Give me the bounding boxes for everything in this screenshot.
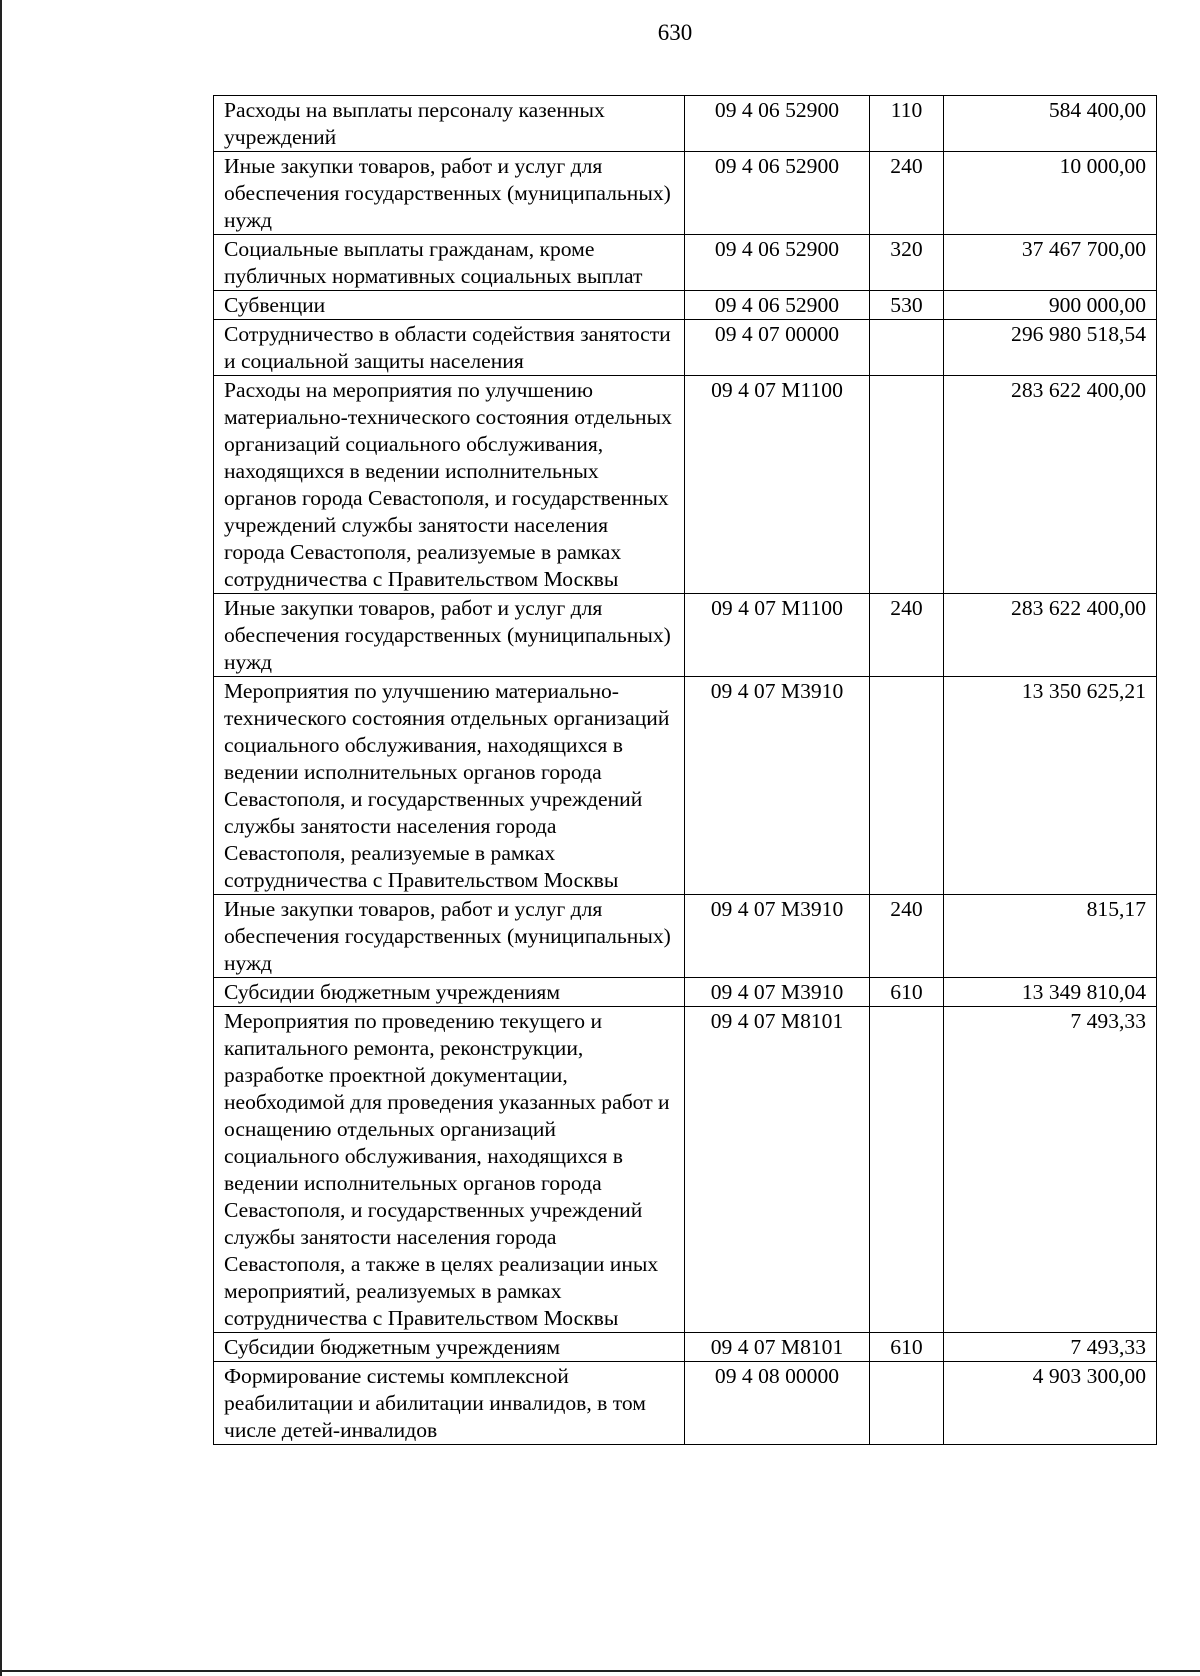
scan-edge-left — [0, 0, 2, 1676]
row-type — [870, 320, 944, 376]
row-sum: 7 493,33 — [944, 1007, 1157, 1333]
table-row — [214, 320, 1157, 376]
row-name: Иные закупки товаров, работ и услуг для обеспечения государственных (муниципальных) нужд — [214, 895, 685, 978]
row-sum: 37 467 700,00 — [944, 235, 1157, 291]
row-sum: 815,17 — [944, 895, 1157, 978]
row-code: 09 4 06 52900 — [685, 235, 870, 291]
table-row — [214, 1362, 1157, 1445]
row-name: Мероприятия по проведению текущего и капитального ремонта, реконструкции, разработке проектной документации, необходимой для проведения указанных работ и оснащению отдельных организаций социального обслуживания, находящихся в ведении исполнительных органов города Севастополя, и государственных учреждений службы занятости населения города Севастополя, а также в целях реализации иных мероприятий, реализуемых в рамках сотрудничества с Правительством Москвы — [214, 1007, 685, 1333]
table-row — [214, 1007, 1157, 1333]
row-name: Субсидии бюджетным учреждениям — [214, 1333, 685, 1362]
row-code: 09 4 07 М1100 — [685, 594, 870, 677]
table-row — [214, 978, 1157, 1007]
row-code: 09 4 06 52900 — [685, 96, 870, 152]
row-code: 09 4 07 М8101 — [685, 1007, 870, 1333]
row-type: 240 — [870, 594, 944, 677]
row-name: Социальные выплаты гражданам, кроме публичных нормативных социальных выплат — [214, 235, 685, 291]
row-sum: 10 000,00 — [944, 152, 1157, 235]
row-name: Субсидии бюджетным учреждениям — [214, 978, 685, 1007]
row-type: 610 — [870, 978, 944, 1007]
row-sum: 13 349 810,04 — [944, 978, 1157, 1007]
row-code: 09 4 08 00000 — [685, 1362, 870, 1445]
row-code: 09 4 07 00000 — [685, 320, 870, 376]
row-name: Расходы на мероприятия по улучшению материально-технического состояния отдельных организаций социального обслуживания, находящихся в ведении исполнительных органов города Севастополя, и государственных учреждений службы занятости населения города Севастополя, реализуемые в рамках сотрудничества с Правительством Москвы — [214, 376, 685, 594]
row-type: 110 — [870, 96, 944, 152]
row-name: Иные закупки товаров, работ и услуг для обеспечения государственных (муниципальных) нужд — [214, 152, 685, 235]
row-sum: 13 350 625,21 — [944, 677, 1157, 895]
row-code: 09 4 07 М3910 — [685, 677, 870, 895]
row-name: Расходы на выплаты персоналу казенных учреждений — [214, 96, 685, 152]
row-name: Мероприятия по улучшению материально-технического состояния отдельных организаций социального обслуживания, находящихся в ведении исполнительных органов города Севастополя, и государственных учреждений службы занятости населения города Севастополя, реализуемые в рамках сотрудничества с Правительством Москвы — [214, 677, 685, 895]
row-name: Сотрудничество в области содействия занятости и социальной защиты населения — [214, 320, 685, 376]
row-type: 530 — [870, 291, 944, 320]
table-row — [214, 152, 1157, 235]
row-name: Формирование системы комплексной реабилитации и абилитации инвалидов, в том числе детей-инвалидов — [214, 1362, 685, 1445]
budget-table — [213, 95, 1157, 1445]
table-row — [214, 376, 1157, 594]
row-code: 09 4 07 М8101 — [685, 1333, 870, 1362]
row-code: 09 4 06 52900 — [685, 152, 870, 235]
table-row — [214, 96, 1157, 152]
page-number: 630 — [657, 20, 693, 45]
table-row — [214, 677, 1157, 895]
row-type — [870, 376, 944, 594]
row-code: 09 4 07 М1100 — [685, 376, 870, 594]
row-type: 240 — [870, 895, 944, 978]
row-sum: 584 400,00 — [944, 96, 1157, 152]
row-code: 09 4 06 52900 — [685, 291, 870, 320]
row-type — [870, 677, 944, 895]
table-row — [214, 291, 1157, 320]
row-code: 09 4 07 М3910 — [685, 895, 870, 978]
scan-edge-bottom — [0, 1670, 1200, 1672]
row-type: 240 — [870, 152, 944, 235]
table-row — [214, 1333, 1157, 1362]
row-sum: 900 000,00 — [944, 291, 1157, 320]
table-row — [214, 235, 1157, 291]
row-sum: 283 622 400,00 — [944, 594, 1157, 677]
row-type: 610 — [870, 1333, 944, 1362]
row-code: 09 4 07 М3910 — [685, 978, 870, 1007]
row-type — [870, 1007, 944, 1333]
row-name: Иные закупки товаров, работ и услуг для обеспечения государственных (муниципальных) нужд — [214, 594, 685, 677]
row-sum: 283 622 400,00 — [944, 376, 1157, 594]
row-sum: 7 493,33 — [944, 1333, 1157, 1362]
table-row — [214, 895, 1157, 978]
row-sum: 4 903 300,00 — [944, 1362, 1157, 1445]
row-name: Субвенции — [214, 291, 685, 320]
row-type: 320 — [870, 235, 944, 291]
row-type — [870, 1362, 944, 1445]
row-sum: 296 980 518,54 — [944, 320, 1157, 376]
table-row — [214, 594, 1157, 677]
